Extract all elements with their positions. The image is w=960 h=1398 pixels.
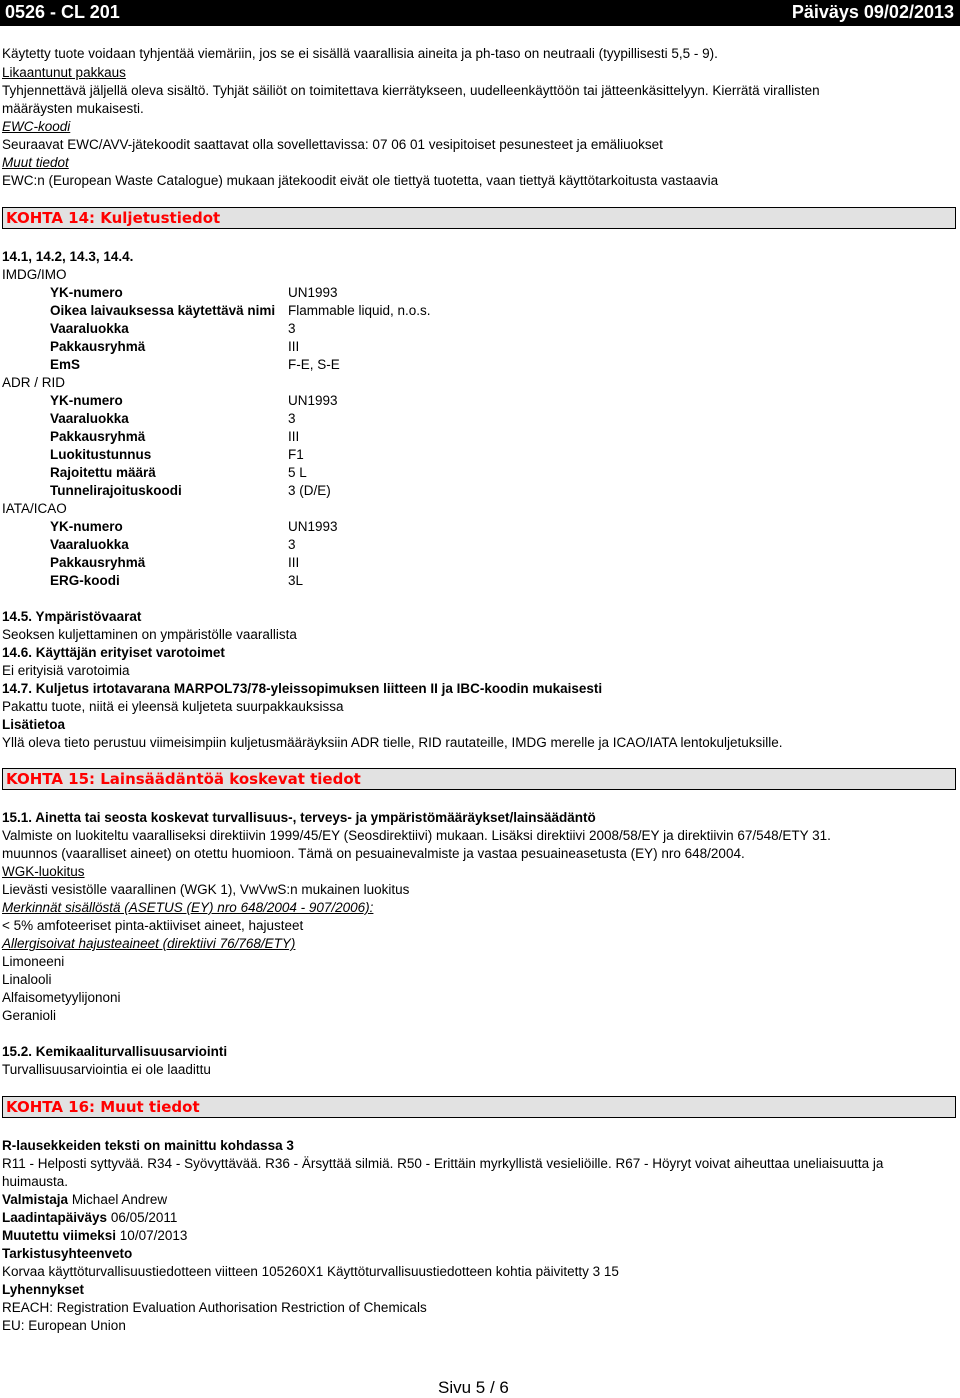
revision-summary-text: Korvaa käyttöturvallisuustiedotteen viitteen 105260X1 Käyttöturvallisuustiedotteen kohtia päivitetty 3 15 (2, 1264, 619, 1279)
section-15-title: KOHTA 15: Lainsäädäntöä koskevat tiedot (6, 770, 361, 788)
adr-limited-quantity-value: 5 L (288, 465, 307, 480)
chemical-safety-heading: 15.2. Kemikaaliturvallisuusarviointi (2, 1044, 228, 1059)
allergen-item: Limoneeni (2, 954, 65, 969)
iata-un-value: UN1993 (288, 519, 338, 534)
other-info-text: EWC:n (European Waste Catalogue) mukaan jätekoodit eivät ole tiettyä tuotetta, vaan tiettyä käyttötarkoitusta vastaavia (2, 173, 719, 188)
document-code: 0526 - CL 201 (5, 2, 120, 22)
adr-packing-group-value: III (288, 429, 300, 444)
last-modified-label: Muutettu viimeksi (2, 1228, 117, 1243)
revision-summary-heading: Tarkistusyhteenveto (2, 1246, 133, 1261)
prepared-by-value: Michael Andrew (71, 1192, 168, 1207)
adr-class-value: 3 (288, 411, 296, 426)
contaminated-packaging-text-1: Tyhjennettävä jäljellä oleva sisältö. Tyhjät säiliöt on toimitettava kierrätykseen, uudelleenkäyttöön tai jätteenkäsittelyyn. Kierrätä virallisten (2, 83, 820, 98)
iata-erg-code-label: ERG-koodi (50, 573, 120, 588)
imdg-ems-value: F-E, S-E (288, 357, 340, 372)
iata-packing-group-value: III (288, 555, 300, 570)
imdg-packing-group-label: Pakkausryhmä (50, 339, 146, 354)
chemical-safety-text: Turvallisuusarviointia ei ole laadittu (2, 1062, 211, 1077)
regulations-text-2: muunnos (vaaralliset aineet) on otettu huomioon. Tämä on pesuainevalmiste ja vastaa pesuaineasetusta (EY) nro 648/2004. (2, 846, 745, 861)
imdg-packing-group-value: III (288, 339, 300, 354)
ewc-text: Seuraavat EWC/AVV-jätekoodit saattavat olla sovellettavissa: 07 06 01 vesipitoiset pesunesteet ja emäliuokset (2, 137, 663, 152)
allergen-item: Linalooli (2, 972, 52, 987)
prepared-by (2, 1192, 167, 1207)
adr-packing-group-label: Pakkausryhmä (50, 429, 146, 444)
regulations-text-1: Valmiste on luokiteltu vaaralliseksi direktiivin 1999/45/EY (Seosdirektiivi) mukaan. Lisäksi direktiivi 2008/58/EY ja direktiivin 67/548/ETY 31. (2, 828, 831, 843)
page-number: Sivu 5 / 6 (438, 1378, 509, 1397)
ewc-heading: EWC-koodi (2, 119, 71, 134)
transport-subheading: 14.1, 14.2, 14.3, 14.4. (2, 249, 134, 264)
adr-label: ADR / RID (2, 375, 66, 390)
creation-date (2, 1210, 177, 1225)
imdg-un-label: YK-numero (50, 285, 123, 300)
iata-erg-code-value: 3L (288, 573, 304, 588)
iata-label: IATA/ICAO (2, 501, 67, 516)
adr-limited-quantity-label: Rajoitettu määrä (50, 465, 156, 480)
additional-info-text: Yllä oleva tieto perustuu viimeisimpiin kuljetusmääräyksiin ADR tielle, RID rautateille, IMDG merelle ja ICAO/IATA lentokuljetuksille. (2, 735, 783, 750)
abbreviations-heading: Lyhennykset (2, 1282, 85, 1297)
last-modified-value: 10/07/2013 (119, 1228, 188, 1243)
environmental-hazards-text: Seoksen kuljettaminen on ympäristölle vaarallista (2, 627, 297, 642)
imdg-shipping-name-value: Flammable liquid, n.o.s. (288, 303, 431, 318)
wgk-heading: WGK-luokitus (2, 864, 85, 879)
r-phrases-heading: R-lausekkeiden teksti on mainittu kohdassa 3 (2, 1138, 294, 1153)
document-date: Päiväys 09/02/2013 (791, 2, 954, 22)
adr-tunnel-code-label: Tunnelirajoituskoodi (50, 483, 182, 498)
adr-un-label: YK-numero (50, 393, 123, 408)
bulk-transport-heading: 14.7. Kuljetus irtotavarana MARPOL73/78-yleissopimuksen liitteen II ja IBC-koodin mukaisesti (2, 681, 603, 696)
bulk-transport-text: Pakattu tuote, niitä ei yleensä kuljeteta suurpakkauksissa (2, 699, 344, 714)
contaminated-packaging-text-2: määräysten mukaisesti. (2, 101, 144, 116)
disposal-text: Käytetty tuote voidaan tyhjentää viemäriin, jos se ei sisällä vaarallisia aineita ja ph-taso on neutraali (tyypillisesti 5,5 - 9). (2, 46, 718, 61)
adr-classification-code-label: Luokitustunnus (50, 447, 152, 462)
r-phrases-text-2: huimausta. (2, 1174, 69, 1189)
section-15-header (2, 768, 956, 790)
section-14-title: KOHTA 14: Kuljetustiedot (6, 209, 221, 227)
abbreviation-item: EU: European Union (2, 1318, 126, 1333)
creation-date-value: 06/05/2011 (110, 1210, 178, 1225)
regulations-heading: 15.1. Ainetta tai seosta koskevat turvallisuus-, terveys- ja ympäristömääräykset/lainsäädäntö (2, 810, 596, 825)
user-precautions-heading: 14.6. Käyttäjän erityiset varotoimet (2, 645, 225, 660)
iata-class-label: Vaaraluokka (50, 537, 129, 552)
allergen-item: Geranioli (2, 1008, 57, 1023)
section-14-header (2, 207, 956, 229)
imdg-label: IMDG/IMO (2, 267, 67, 282)
imdg-un-value: UN1993 (288, 285, 338, 300)
other-info-heading: Muut tiedot (2, 155, 69, 170)
content-labelling-text: < 5% amfoteeriset pinta-aktiiviset aineet, hajusteet (2, 918, 304, 933)
contaminated-packaging-heading: Likaantunut pakkaus (2, 65, 126, 80)
allergen-heading: Allergisoivat hajusteaineet (direktiivi 76/768/ETY) (2, 936, 296, 951)
allergen-item: Alfaisometyylijononi (2, 990, 121, 1005)
last-modified (2, 1228, 187, 1243)
creation-date-label: Laadintapäiväys (2, 1210, 108, 1225)
iata-packing-group-label: Pakkausryhmä (50, 555, 146, 570)
adr-tunnel-code-value: 3 (D/E) (288, 483, 331, 498)
adr-un-value: UN1993 (288, 393, 338, 408)
section-16-header (2, 1096, 956, 1118)
adr-classification-code-value: F1 (288, 447, 304, 462)
wgk-text: Lievästi vesistölle vaarallinen (WGK 1), VwVwS:n mukainen luokitus (2, 882, 410, 897)
environmental-hazards-heading: 14.5. Ympäristövaarat (2, 609, 142, 624)
imdg-class-value: 3 (288, 321, 296, 336)
additional-info-heading: Lisätietoa (2, 717, 66, 732)
prepared-by-label: Valmistaja (2, 1192, 69, 1207)
section-16-title: KOHTA 16: Muut tiedot (6, 1098, 200, 1116)
user-precautions-text: Ei erityisiä varotoimia (2, 663, 130, 678)
abbreviation-item: REACH: Registration Evaluation Authorisation Restriction of Chemicals (2, 1300, 427, 1315)
content-labelling-heading: Merkinnät sisällöstä (ASETUS (EY) nro 648/2004 - 907/2006): (2, 900, 374, 915)
imdg-ems-label: EmS (50, 357, 81, 372)
imdg-shipping-name-label: Oikea laivauksessa käytettävä nimi (50, 303, 276, 318)
iata-un-label: YK-numero (50, 519, 123, 534)
r-phrases-text-1: R11 - Helposti syttyvää. R34 - Syövyttävää. R36 - Ärsyttää silmiä. R50 - Erittäin myrkyllistä vesieliöille. R67 - Höyryt voivat aiheuttaa uneliaisuutta ja (2, 1156, 884, 1171)
page-header (0, 0, 960, 26)
adr-class-label: Vaaraluokka (50, 411, 129, 426)
imdg-class-label: Vaaraluokka (50, 321, 129, 336)
iata-class-value: 3 (288, 537, 296, 552)
